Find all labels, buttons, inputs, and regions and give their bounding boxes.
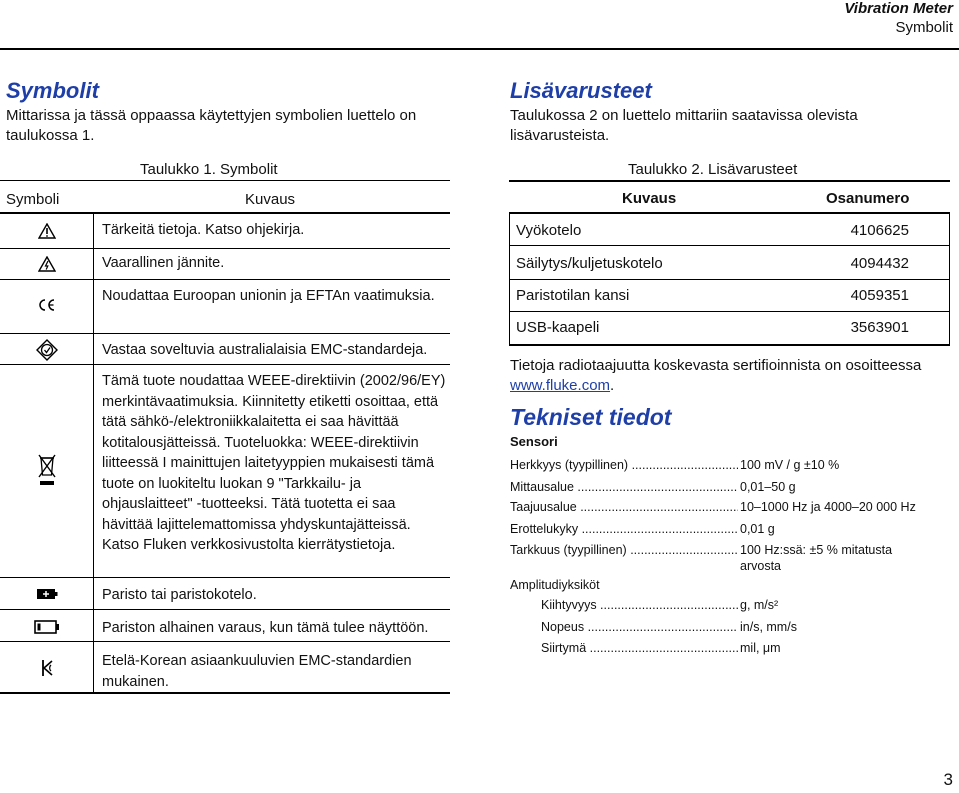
spec-value-cont: arvosta (740, 559, 781, 573)
accessory-desc-4: USB-kaapeli (516, 319, 600, 336)
running-header-subtitle: Symbolit (895, 19, 953, 36)
spec-row (510, 543, 940, 577)
low-battery-icon (0, 616, 93, 638)
amp-label: Nopeus ..... (541, 620, 738, 635)
symbol-desc-2: Vaarallinen jännite. (102, 255, 225, 271)
amp-value: in/s, mm/s (740, 620, 797, 634)
spec-value: 0,01–50 g (740, 480, 796, 494)
spec-label: Tarkkuus (tyypillinen) ..... (510, 543, 738, 558)
accessories-table (0, 0, 959, 360)
amplitude-list (541, 598, 841, 658)
symbol-desc-7: Pariston alhainen varaus, kun tämä tulee näyttöön. (102, 620, 429, 636)
accessory-part-3: 4059351 (850, 287, 909, 304)
col-header-desc: Kuvaus (245, 191, 296, 208)
symbol-desc-5: Tämä tuote noudattaa WEEE-direktiivin (2002/96/EY) merkintävaatimuksia. Kiinnitetty etiketti osoittaa, että tätä sähkö-/elektroniikkalaitetta ei saa hävittää kotitalousjätteissä. Tuoteluokka: WEEE-direktiivin liitteessä I mainittujen laitetyyppien mukaisesti tämä tuote on luokiteltu luokan 9 "Tarkkailu- ja ohjauslaitteet" -tuotteeksi. Tätä tuotetta ei saa hävittää lajittelemattomissa yhdyskuntajätteissä. Katso Fluken verkkosivustolta kierrätystietoja. (102, 373, 446, 553)
spec-label: Herkkyys (tyypillinen) ..... (510, 458, 738, 473)
amp-value: mil, μm (740, 641, 781, 655)
accessory-part-2: 4094432 (850, 255, 909, 272)
col-header-osanumero: Osanumero (826, 190, 910, 207)
spec-value: 100 mV / g ±10 % (740, 458, 840, 472)
spec-value: 100 Hz:ssä: ±5 % mitatusta (740, 543, 893, 557)
amplitude-heading: Amplitudiyksiköt (510, 578, 600, 592)
accessory-desc-3: Paristotilan kansi (516, 287, 630, 304)
korea-kc-icon (0, 656, 93, 680)
amp-label: Siirtymä ..... (541, 641, 738, 656)
symbols-intro: Mittarissa ja tässä oppaassa käytettyjen symbolien luettelo on taulukossa 1. (6, 107, 417, 144)
spec-value: 10–1000 Hz ja 4000–20 000 Hz (740, 500, 916, 514)
accessory-part-4: 3563901 (850, 319, 909, 336)
fluke-website-link[interactable]: www.fluke.com (510, 377, 611, 394)
spec-label: Mittausalue ..... (510, 480, 738, 495)
accessory-desc-1: Vyökotelo (516, 222, 582, 239)
running-header-title: Vibration Meter (844, 0, 953, 17)
accessories-intro: Taulukossa 2 on luettelo mittariin saatavissa olevista lisävarusteista. (510, 107, 858, 144)
symbol-desc-3: Noudattaa Euroopan unionin ja EFTAn vaatimuksia. (102, 288, 435, 304)
col-header-symbol: Symboli (6, 191, 60, 208)
table1-caption: Taulukko 1. Symbolit (140, 161, 278, 178)
battery-icon (0, 584, 93, 604)
specs-list (510, 456, 940, 576)
weee-bin-icon (0, 450, 93, 490)
spec-value: 0,01 g (740, 522, 775, 536)
amp-value: g, m/s² (740, 598, 779, 612)
spec-label: Erottelukyky ..... (510, 522, 738, 537)
page-number: 3 (943, 770, 953, 789)
amp-label: Kiihtyvyys ..... (541, 598, 738, 613)
accessory-part-1: 4106625 (850, 222, 909, 239)
sensor-heading: Sensori (510, 434, 558, 449)
symbol-desc-6: Paristo tai paristokotelo. (102, 587, 257, 603)
specs-heading: Tekniset tiedot (510, 404, 672, 430)
accessories-heading: Lisävarusteet (510, 78, 652, 103)
accessory-desc-2: Säilytys/kuljetuskotelo (516, 255, 663, 272)
symbol-desc-8: Etelä-Korean asiaankuuluvien EMC-standardien mukainen. (102, 653, 412, 690)
radio-cert-text: Tietoja radiotaajuutta koskevasta sertifioinnista on osoitteessa (510, 357, 922, 374)
symbols-heading: Symbolit (6, 78, 99, 103)
table2-caption: Taulukko 2. Lisävarusteet (628, 161, 798, 178)
radio-cert-paragraph (510, 356, 930, 396)
spec-label: Taajuusalue ..... (510, 500, 738, 515)
col-header-kuvaus: Kuvaus (622, 190, 677, 207)
symbol-desc-4: Vastaa soveltuvia australialaisia EMC-standardeja. (102, 342, 428, 358)
symbol-desc-1: Tärkeitä tietoja. Katso ohjekirja. (102, 222, 305, 238)
radio-cert-period: . (610, 377, 615, 394)
